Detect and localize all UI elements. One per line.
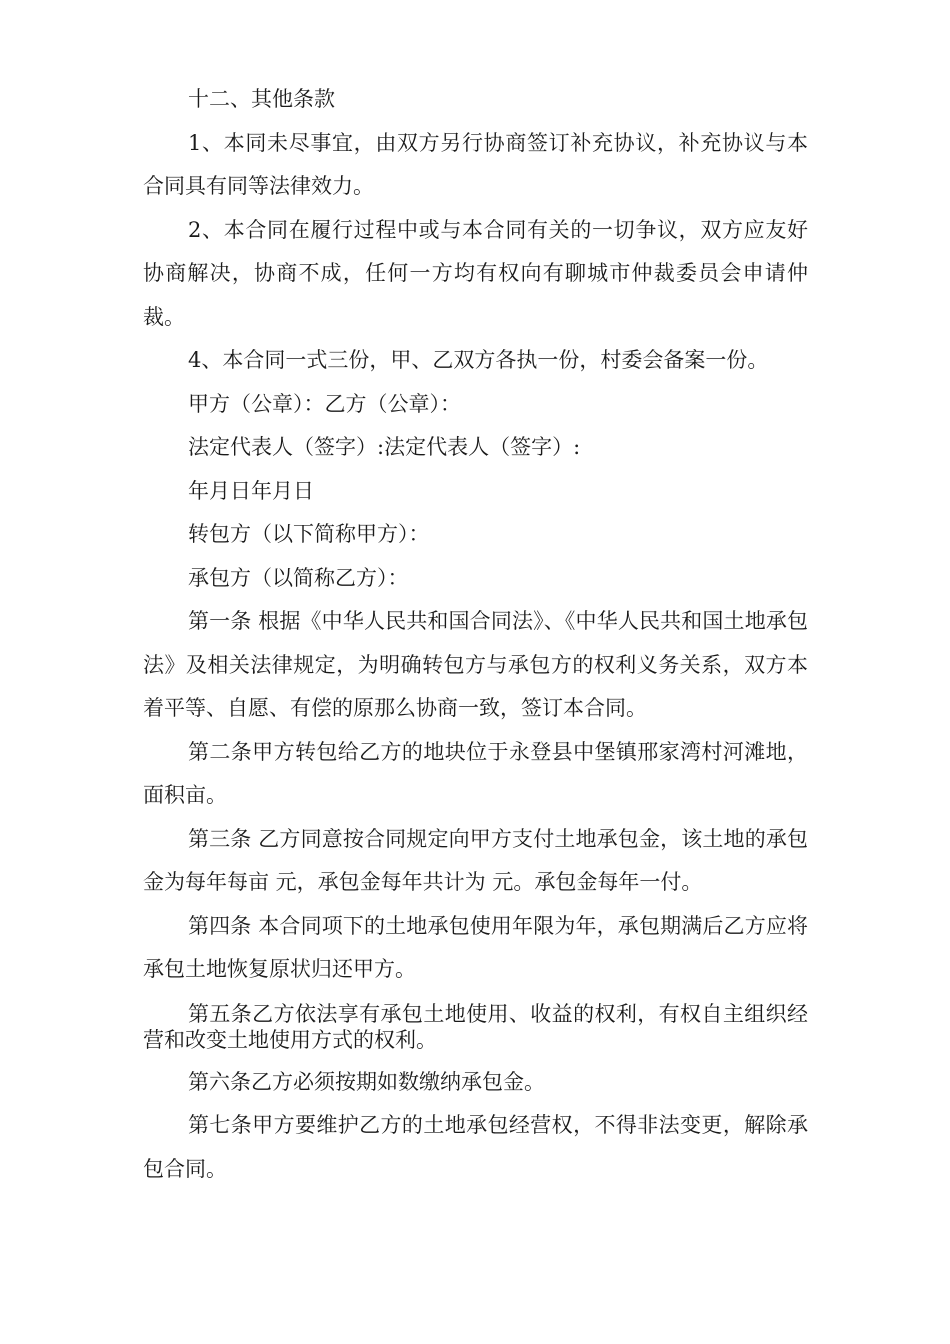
section-heading-other-terms: 十二、其他条款 [188, 87, 335, 111]
date-line: 年月日年月日 [188, 478, 314, 503]
article-3-contract-fee: 第三条 乙方同意按合同规定向甲方支付土地承包金，该土地的承包金为每年每亩 元，承包金每年共计为 元。承包金每年一付。 [143, 826, 808, 894]
clause-4-copies: 4、本合同一式三份，甲、乙双方各执一份，村委会备案一份。 [188, 348, 769, 372]
article-4-term: 第四条 本合同项下的土地承包使用年限为年，承包期满后乙方应将承包土地恢复原状归还甲方。 [143, 913, 808, 981]
legal-representative-signature-line: 法定代表人（签字）:法定代表人（签字）: [188, 435, 581, 459]
contract-body [143, 78, 808, 1191]
clause-2-dispute-resolution: 2、本合同在履行过程中或与本合同有关的一切争议，双方应友好协商解决，协商不成，任何一方均有权向有聊城市仲裁委员会申请仲裁。 [143, 217, 808, 329]
article-1-legal-basis: 第一条 根据《中华人民共和国合同法》、《中华人民共和国土地承包法》及相关法律规定，为明确转包方与承包方的权利义务关系，双方本着平等、自愿、有偿的原那么协商一致，签订本合同。 [143, 609, 808, 720]
contractor-party-b: 承包方（以简称乙方）： [188, 565, 409, 590]
article-2-land-location: 第二条甲方转包给乙方的地块位于永登县中堡镇邢家湾村河滩地，面积亩。 [143, 739, 808, 807]
subcontractor-party-a: 转包方（以下简称甲方）： [188, 522, 430, 546]
article-5-rights-of-party-b: 第五条乙方依法享有承包土地使用、收益的权利，有权自主组织经营和改变土地使用方式的权利。 [143, 1001, 808, 1052]
clause-1-supplementary-agreement: 1、本同未尽事宜，由双方另行协商签订补充协议，补充协议与本合同具有同等法律效力。 [143, 130, 808, 198]
article-7-party-a-obligation: 第七条甲方要维护乙方的土地承包经营权，不得非法变更，解除承包合同。 [143, 1113, 808, 1181]
party-seals-line: 甲方（公章）：乙方（公章）： [188, 391, 461, 416]
article-6-payment-obligation: 第六条乙方必须按期如数缴纳承包金。 [188, 1069, 545, 1094]
